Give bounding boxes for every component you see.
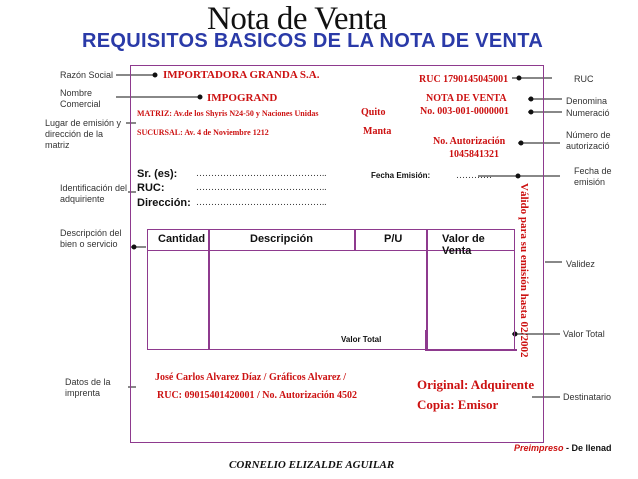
sucursal-value: SUCURSAL: Av. 4 de Noviembre 1212 (137, 128, 269, 137)
numero-nota: No. 003-001-0000001 (420, 106, 509, 117)
label-validez: Validez (566, 259, 595, 269)
razon-social-value: IMPORTADORA GRANDA S.A. (163, 69, 320, 81)
preimpreso-legend (514, 443, 612, 453)
autorizacion-label: No. Autorización (433, 136, 506, 147)
col-valor-venta: Valor de Venta (442, 233, 485, 257)
label-numeracion: Numeració (566, 108, 610, 118)
label-identificacion: Identificación del adquiriente (60, 183, 128, 204)
fecha-emision-label: Fecha Emisión: (371, 171, 431, 180)
slide-title: Nota de Venta (207, 1, 387, 37)
fecha-dots: ………… (456, 170, 492, 180)
direccion-dots: …………………………………….. (196, 197, 327, 207)
label-datos-imprenta: Datos de la imprenta (65, 377, 111, 398)
preimpreso-text: Preimpreso (514, 443, 564, 453)
sr-dots: …………………………………….. (196, 168, 327, 178)
ruc-cliente-label: RUC: (137, 182, 165, 194)
nota-de-venta-title: NOTA DE VENTA (426, 93, 507, 104)
items-table (147, 229, 515, 350)
matriz-value: MATRIZ: Av.de los Shyris N24-50 y Naciones Unidas (137, 109, 319, 118)
matriz-ciudad: Quito (361, 107, 386, 118)
copia-destinatario: Copia: Emisor (417, 397, 499, 412)
autorizacion-numero: 1045841321 (449, 149, 499, 160)
label-nombre-comercial: Nombre Comercial (60, 88, 101, 109)
footer-author: CORNELIO ELIZALDE AGUILAR (229, 459, 395, 471)
label-destinatario: Destinatario (563, 392, 612, 402)
de-llenado-text: - De llenad (563, 443, 612, 453)
ruc-dots: …………………………………….. (196, 182, 327, 192)
sucursal-ciudad: Manta (363, 126, 392, 137)
label-valor-total-right: Valor Total (563, 329, 605, 339)
valor-total-label: Valor Total (341, 335, 382, 344)
col-descripcion: Descripción (250, 233, 313, 245)
valido-hasta-text: Válido para su emisión hasta 02/2002 (518, 183, 530, 358)
label-denominacion: Denomina (566, 96, 608, 106)
label-numero-autorizacion: Número de autorizació (566, 130, 611, 151)
col-pu: P/U (384, 233, 403, 245)
imprenta-nombre: José Carlos Alvarez Díaz / Gráficos Alvarez / (155, 372, 346, 383)
imprenta-ruc: RUC: 09015401420001 / No. Autorización 4502 (157, 390, 357, 401)
page-heading: REQUISITOS BASICOS DE LA NOTA DE VENTA (82, 30, 544, 52)
label-lugar-emision: Lugar de emisión y dirección de la matriz (45, 118, 122, 150)
sr-label: Sr. (es): (137, 168, 178, 180)
label-fecha-emision: Fecha de emisión (574, 166, 612, 187)
label-descripcion: Descripción del bien o servicio (60, 228, 122, 249)
nombre-comercial-value: IMPOGRAND (207, 92, 278, 104)
original-destinatario: Original: Adquirente (417, 377, 535, 392)
ruc-emisor: RUC 1790145045001 (419, 74, 509, 85)
direccion-label: Dirección: (137, 197, 191, 209)
label-ruc-right: RUC (574, 74, 594, 84)
label-razon-social: Razón Social (60, 70, 114, 80)
col-cantidad: Cantidad (158, 233, 206, 245)
